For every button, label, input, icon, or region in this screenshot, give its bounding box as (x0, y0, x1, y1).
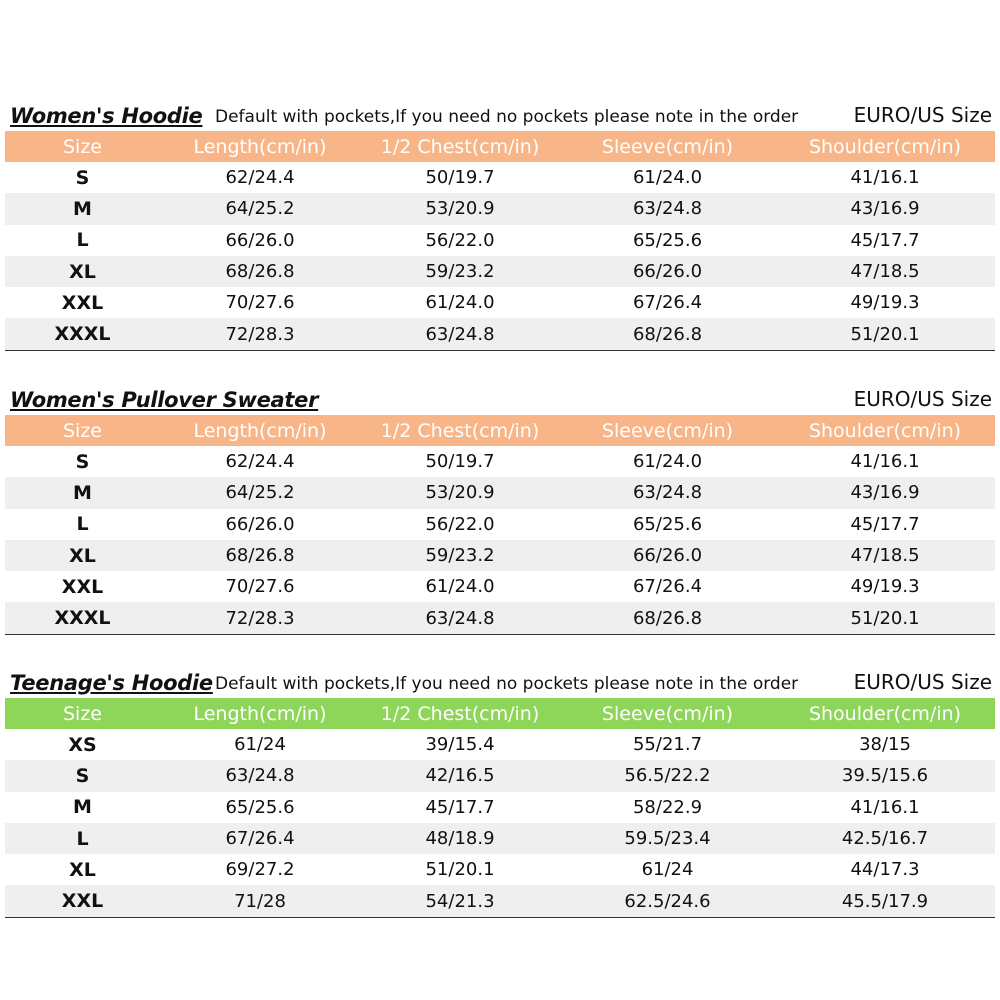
column-header-shoulder: Shoulder(cm/in) (775, 131, 995, 162)
column-header-size: Size (5, 415, 160, 446)
cell-size: XL (5, 256, 160, 287)
cell-length: 70/27.6 (225, 292, 295, 314)
cell-chest: 50/19.7 (425, 451, 495, 473)
cell-length: 63/24.8 (160, 760, 360, 791)
cell-sleeve: 65/25.6 (632, 513, 703, 535)
table-row (5, 540, 995, 571)
cell-shoulder: 45/17.7 (850, 513, 920, 535)
table-row (5, 225, 995, 256)
cell-size: M (73, 796, 92, 819)
cell-sleeve: 63/24.8 (560, 193, 775, 224)
cell-sleeve: 59.5/23.4 (560, 823, 775, 854)
table-row (5, 446, 995, 477)
table-row (5, 193, 995, 224)
column-header-shoulder: Shoulder(cm/in) (775, 415, 995, 446)
table-header-row (5, 415, 995, 446)
cell-size: XL (5, 540, 160, 571)
table-title-row (5, 668, 995, 698)
cell-sleeve: 68/26.8 (560, 602, 775, 634)
table-note: Default with pockets,If you need no pockets please note in the order (215, 107, 799, 127)
cell-shoulder: 47/18.5 (775, 256, 995, 287)
cell-size: S (75, 450, 90, 473)
table-row (5, 509, 995, 540)
cell-length: 68/26.8 (160, 256, 360, 287)
cell-shoulder: 44/17.3 (850, 859, 920, 881)
size-table-section (5, 668, 995, 918)
cell-length: 71/28 (160, 885, 360, 917)
cell-chest: 51/20.1 (425, 859, 495, 881)
cell-shoulder: 41/16.1 (850, 796, 920, 818)
table-row (5, 318, 995, 350)
size-table-section (5, 101, 995, 351)
column-header-chest: 1/2 Chest(cm/in) (360, 698, 560, 729)
table-row (5, 256, 995, 287)
cell-chest: 59/23.2 (360, 540, 560, 571)
table-note: Default with pockets,If you need no pockets please note in the order (215, 674, 799, 694)
cell-size: L (5, 823, 160, 854)
table-header-row (5, 698, 995, 729)
cell-shoulder: 41/16.1 (850, 167, 920, 189)
column-header-shoulder: Shoulder(cm/in) (775, 698, 995, 729)
size-table (5, 698, 995, 918)
cell-length: 62/24.4 (225, 451, 295, 473)
table-title: Women's Hoodie (10, 104, 203, 128)
cell-length: 64/25.2 (160, 193, 360, 224)
cell-shoulder: 45.5/17.9 (775, 885, 995, 917)
cell-size: XXXL (5, 318, 160, 350)
cell-shoulder: 42.5/16.7 (775, 823, 995, 854)
table-title: Women's Pullover Sweater (10, 388, 319, 412)
cell-shoulder: 43/16.9 (775, 477, 995, 508)
cell-chest: 56/22.0 (425, 513, 495, 535)
column-header-length: Length(cm/in) (160, 131, 360, 162)
cell-size: XXXL (5, 602, 160, 634)
cell-size: M (5, 193, 160, 224)
table-row (5, 760, 995, 791)
cell-chest: 53/20.9 (360, 193, 560, 224)
cell-size: XXL (5, 885, 160, 917)
cell-chest: 54/21.3 (360, 885, 560, 917)
cell-sleeve: 68/26.8 (560, 318, 775, 350)
cell-size: L (76, 513, 89, 536)
cell-shoulder: 49/19.3 (850, 292, 920, 314)
table-row (5, 287, 995, 318)
cell-sleeve: 63/24.8 (560, 477, 775, 508)
cell-length: 70/27.6 (225, 576, 295, 598)
column-header-sleeve: Sleeve(cm/in) (560, 131, 775, 162)
cell-length: 65/25.6 (225, 796, 295, 818)
cell-length: 66/26.0 (225, 513, 295, 535)
cell-size: S (5, 760, 160, 791)
size-standard-label: EURO/US Size (853, 670, 992, 694)
cell-shoulder: 47/18.5 (775, 540, 995, 571)
cell-length: 72/28.3 (160, 602, 360, 634)
cell-sleeve: 58/22.9 (632, 796, 703, 818)
cell-length: 67/26.4 (160, 823, 360, 854)
column-header-chest: 1/2 Chest(cm/in) (360, 415, 560, 446)
cell-size: XL (69, 858, 96, 881)
size-standard-label: EURO/US Size (853, 387, 992, 411)
cell-shoulder: 38/15 (859, 734, 911, 756)
cell-sleeve: 55/21.7 (632, 734, 703, 756)
cell-size: S (75, 166, 90, 189)
column-header-length: Length(cm/in) (160, 698, 360, 729)
cell-length: 64/25.2 (160, 477, 360, 508)
table-row (5, 885, 995, 917)
cell-shoulder: 43/16.9 (775, 193, 995, 224)
cell-size: XXL (61, 291, 104, 314)
cell-chest: 48/18.9 (360, 823, 560, 854)
column-header-sleeve: Sleeve(cm/in) (560, 698, 775, 729)
cell-shoulder: 51/20.1 (775, 602, 995, 634)
cell-shoulder: 45/17.7 (850, 229, 920, 251)
size-standard-label: EURO/US Size (853, 103, 992, 127)
cell-chest: 63/24.8 (360, 602, 560, 634)
table-row (5, 854, 995, 885)
cell-length: 66/26.0 (225, 229, 295, 251)
column-header-length: Length(cm/in) (160, 415, 360, 446)
cell-chest: 61/24.0 (425, 576, 495, 598)
table-row (5, 162, 995, 193)
table-row (5, 792, 995, 823)
table-header-row (5, 131, 995, 162)
size-table (5, 131, 995, 351)
cell-chest: 42/16.5 (360, 760, 560, 791)
cell-length: 61/24 (234, 734, 286, 756)
cell-chest: 63/24.8 (360, 318, 560, 350)
cell-sleeve: 61/24 (641, 859, 694, 881)
cell-sleeve: 62.5/24.6 (560, 885, 775, 917)
table-title-row (5, 385, 995, 415)
table-title: Teenage's Hoodie (10, 671, 213, 695)
cell-sleeve: 67/26.4 (632, 292, 703, 314)
cell-chest: 53/20.9 (360, 477, 560, 508)
cell-shoulder: 49/19.3 (850, 576, 920, 598)
cell-shoulder: 51/20.1 (775, 318, 995, 350)
cell-sleeve: 56.5/22.2 (560, 760, 775, 791)
column-header-sleeve: Sleeve(cm/in) (560, 415, 775, 446)
table-row (5, 477, 995, 508)
cell-size: XS (68, 733, 97, 756)
cell-sleeve: 66/26.0 (560, 256, 775, 287)
cell-sleeve: 61/24.0 (632, 167, 703, 189)
table-title-row (5, 101, 995, 131)
table-row (5, 602, 995, 634)
cell-length: 69/27.2 (225, 859, 295, 881)
cell-size: XXL (61, 575, 104, 598)
cell-length: 68/26.8 (160, 540, 360, 571)
cell-shoulder: 41/16.1 (850, 451, 920, 473)
table-row (5, 823, 995, 854)
cell-size: M (5, 477, 160, 508)
cell-chest: 61/24.0 (425, 292, 495, 314)
table-row (5, 571, 995, 602)
column-header-size: Size (5, 698, 160, 729)
cell-length: 72/28.3 (160, 318, 360, 350)
size-table-section (5, 385, 995, 635)
column-header-chest: 1/2 Chest(cm/in) (360, 131, 560, 162)
size-table (5, 415, 995, 635)
cell-sleeve: 61/24.0 (632, 451, 703, 473)
cell-chest: 59/23.2 (360, 256, 560, 287)
column-header-size: Size (5, 131, 160, 162)
cell-length: 62/24.4 (225, 167, 295, 189)
cell-size: L (76, 229, 89, 252)
cell-chest: 56/22.0 (425, 229, 495, 251)
cell-chest: 45/17.7 (425, 796, 495, 818)
cell-sleeve: 66/26.0 (560, 540, 775, 571)
cell-sleeve: 67/26.4 (632, 576, 703, 598)
cell-shoulder: 39.5/15.6 (775, 760, 995, 791)
cell-chest: 50/19.7 (425, 167, 495, 189)
table-row (5, 729, 995, 760)
cell-chest: 39/15.4 (425, 734, 495, 756)
cell-sleeve: 65/25.6 (632, 229, 703, 251)
